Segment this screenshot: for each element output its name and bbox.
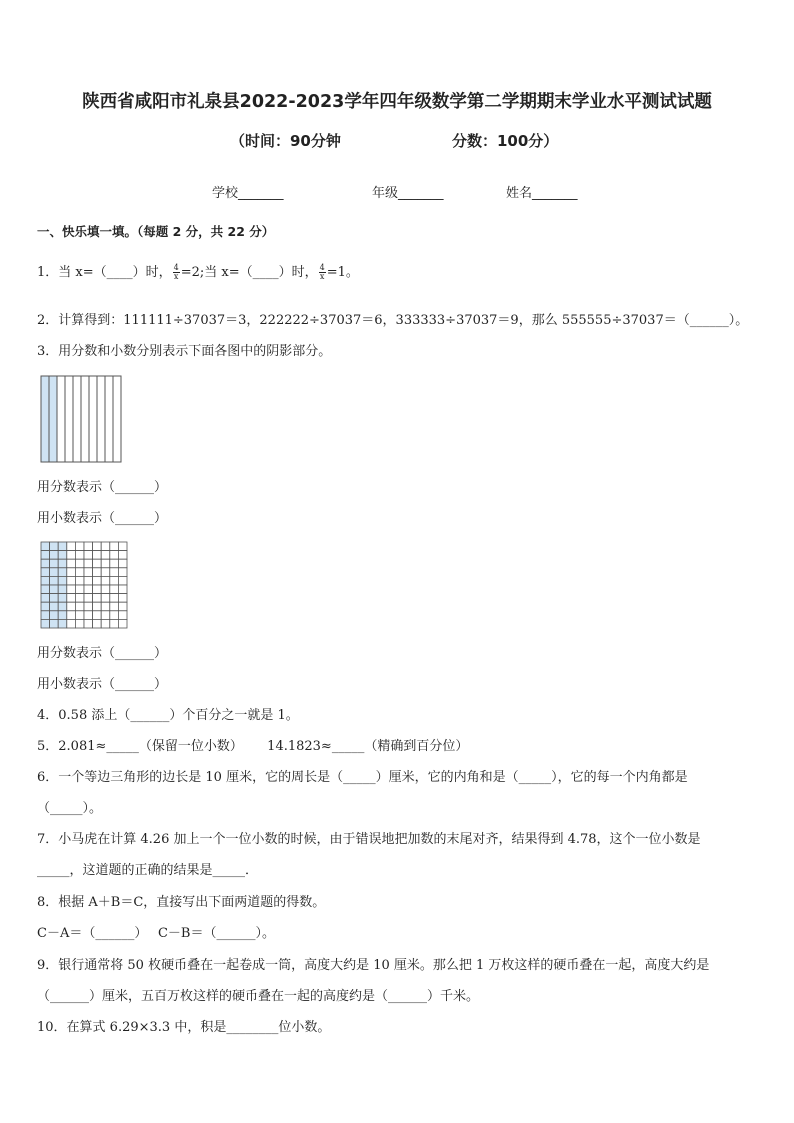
grid-cell	[101, 551, 110, 560]
grid-cell	[67, 585, 76, 594]
shaded-grid-cell	[41, 568, 50, 577]
grid-cell	[101, 559, 110, 568]
question-7-line-2: _____，这道题的正确的结果是_____．	[37, 863, 259, 878]
grid-cell	[93, 594, 102, 603]
grid-cell	[67, 619, 76, 628]
grid-cell	[110, 611, 119, 620]
shaded-grid-cell	[50, 559, 59, 568]
grid-cell	[84, 559, 93, 568]
grid-cell	[93, 542, 102, 551]
grid-cell	[75, 551, 84, 560]
grid-cell	[67, 602, 76, 611]
grid-cell	[75, 594, 84, 603]
strip	[73, 376, 81, 462]
question-2: 2．计算得到：111111÷37037＝3，222222÷37037＝6，333333÷37037＝9，那么 555555÷37037＝（______）。	[37, 313, 749, 328]
q1-text-c: =1。	[326, 265, 359, 280]
q1-text-b: =2;当 x=（____）时，	[180, 265, 318, 280]
q3-fig2-fraction: 用分数表示（______）	[37, 646, 168, 661]
question-6-line-1: 6．一个等边三角形的边长是 10 厘米，它的周长是（_____）厘米，它的内角和是（_____），它的每一个内角都是	[37, 770, 688, 785]
grade-field: 年级_______	[372, 186, 444, 201]
grid-cell	[110, 559, 119, 568]
q3-fig1-fraction: 用分数表示（______）	[37, 480, 168, 495]
strip	[65, 376, 73, 462]
shaded-grid-cell	[50, 585, 59, 594]
shaded-grid-cell	[50, 602, 59, 611]
shaded-grid-cell	[41, 619, 50, 628]
grid-cell	[93, 568, 102, 577]
grid-cell	[110, 602, 119, 611]
strip	[97, 376, 105, 462]
q1-text-a: 1．当 x=（____）时，	[37, 265, 172, 280]
grid-cell	[75, 576, 84, 585]
strip	[89, 376, 97, 462]
grid-cell	[110, 542, 119, 551]
strip	[113, 376, 121, 462]
grid-cell	[84, 594, 93, 603]
grid-cell	[67, 611, 76, 620]
exam-time: （时间：90分钟	[230, 132, 341, 150]
shaded-strip	[49, 376, 57, 462]
grid-cell	[67, 542, 76, 551]
shaded-grid-cell	[41, 611, 50, 620]
grid-cell	[84, 611, 93, 620]
strip	[105, 376, 113, 462]
question-6-line-2: （_____）。	[37, 801, 103, 816]
question-3: 3．用分数和小数分别表示下面各图中的阴影部分。	[37, 344, 332, 359]
fraction-denominator: x	[173, 272, 179, 281]
grid-cell	[110, 594, 119, 603]
shaded-grid-cell	[58, 585, 67, 594]
q3-fig2-decimal: 用小数表示（______）	[37, 677, 168, 692]
grid-cell	[84, 585, 93, 594]
question-4: 4．0.58 添上（______）个百分之一就是 1。	[37, 708, 299, 723]
exam-score: 分数：100分）	[452, 132, 559, 150]
grid-cell	[110, 585, 119, 594]
question-1	[37, 264, 359, 281]
q5-part-b: 14.1823≈_____（精确到百分位）	[267, 739, 469, 754]
grid-cell	[110, 551, 119, 560]
grid-cell	[118, 594, 127, 603]
shaded-grid-cell	[50, 576, 59, 585]
fraction-denominator: x	[319, 272, 325, 281]
grid-cell	[101, 602, 110, 611]
shaded-grid-cell	[41, 576, 50, 585]
shaded-grid-cell	[58, 611, 67, 620]
strip	[57, 376, 65, 462]
grid-cell	[84, 576, 93, 585]
shaded-grid-cell	[58, 559, 67, 568]
section-heading: 一、快乐填一填。（每题 2 分，共 22 分）	[37, 224, 275, 239]
grid-cell	[110, 576, 119, 585]
grid-cell	[93, 602, 102, 611]
shaded-grid-cell	[58, 576, 67, 585]
grid-cell	[93, 576, 102, 585]
name-field: 姓名_______	[506, 186, 578, 201]
shaded-grid-cell	[58, 551, 67, 560]
shaded-grid-cell	[58, 594, 67, 603]
grid-cell	[75, 611, 84, 620]
question-7-line-1: 7．小马虎在计算 4.26 加上一个一位小数的时候，由于错误地把加数的末尾对齐，结果得到 4.78，这个一位小数是	[37, 832, 701, 847]
shaded-grid-cell	[41, 551, 50, 560]
shaded-grid-cell	[50, 542, 59, 551]
grid-cell	[84, 602, 93, 611]
shaded-grid-cell	[58, 542, 67, 551]
grid-cell	[118, 619, 127, 628]
question-5	[37, 739, 468, 755]
grid-cell	[84, 542, 93, 551]
grid-cell	[93, 619, 102, 628]
shaded-grid-cell	[41, 594, 50, 603]
shaded-grid-cell	[41, 542, 50, 551]
question-8-line-1: 8．根据 A＋B＝C，直接写出下面两道题的得数。	[37, 895, 326, 910]
grid-cell	[93, 611, 102, 620]
fraction-4-over-x	[319, 264, 326, 281]
hundred-grid-figure	[40, 541, 128, 629]
question-9-line-2: （______）厘米，五百万枚这样的硬币叠在一起的高度约是（______）千米。	[37, 989, 480, 1004]
shaded-grid-cell	[58, 602, 67, 611]
q3-fig1-decimal: 用小数表示（______）	[37, 511, 168, 526]
grid-cell	[118, 559, 127, 568]
shaded-grid-cell	[41, 585, 50, 594]
grid-cell	[75, 602, 84, 611]
grid-cell	[101, 568, 110, 577]
grid-cell	[67, 568, 76, 577]
strip-figure	[40, 375, 122, 463]
shaded-grid-cell	[58, 619, 67, 628]
grid-cell	[67, 559, 76, 568]
grid-cell	[84, 551, 93, 560]
grid-cell	[75, 542, 84, 551]
grid-cell	[110, 619, 119, 628]
strip	[81, 376, 89, 462]
grid-cell	[118, 568, 127, 577]
grid-cell	[84, 568, 93, 577]
grid-cell	[67, 594, 76, 603]
grid-cell	[67, 576, 76, 585]
shaded-grid-cell	[50, 568, 59, 577]
shaded-grid-cell	[50, 594, 59, 603]
grid-cell	[101, 611, 110, 620]
grid-cell	[118, 602, 127, 611]
shaded-strip	[41, 376, 49, 462]
grid-cell	[75, 619, 84, 628]
grid-cell	[118, 585, 127, 594]
grid-cell	[67, 551, 76, 560]
grid-cell	[101, 576, 110, 585]
fraction-4-over-x	[173, 264, 180, 281]
question-8-line-2: C－A＝（______） C－B＝（______）。	[37, 926, 275, 941]
shaded-grid-cell	[50, 611, 59, 620]
question-9-line-1: 9．银行通常将 50 枚硬币叠在一起卷成一筒，高度大约是 10 厘米。那么把 1 万枚这样的硬币叠在一起，高度大约是	[37, 958, 710, 973]
grid-cell	[75, 585, 84, 594]
grid-cell	[84, 619, 93, 628]
grid-cell	[118, 611, 127, 620]
grid-cell	[93, 585, 102, 594]
shaded-grid-cell	[41, 602, 50, 611]
fraction-numerator: 4	[173, 263, 179, 272]
grid-cell	[75, 568, 84, 577]
grid-cell	[93, 559, 102, 568]
grid-cell	[101, 619, 110, 628]
shaded-grid-cell	[50, 551, 59, 560]
grid-cell	[101, 542, 110, 551]
page-title: 陕西省咸阳市礼泉县2022-2023学年四年级数学第二学期期末学业水平测试试题	[82, 92, 712, 112]
school-field: 学校_______	[212, 186, 284, 201]
grid-cell	[118, 542, 127, 551]
q5-part-a: 5．2.081≈_____（保留一位小数）	[37, 739, 243, 754]
shaded-grid-cell	[58, 568, 67, 577]
grid-cell	[118, 576, 127, 585]
shaded-grid-cell	[41, 559, 50, 568]
grid-cell	[101, 594, 110, 603]
shaded-grid-cell	[50, 619, 59, 628]
question-10: 10．在算式 6.29×3.3 中，积是________位小数。	[37, 1020, 331, 1035]
grid-cell	[101, 585, 110, 594]
grid-cell	[110, 568, 119, 577]
grid-cell	[93, 551, 102, 560]
grid-cell	[118, 551, 127, 560]
fraction-numerator: 4	[319, 263, 325, 272]
grid-cell	[75, 559, 84, 568]
